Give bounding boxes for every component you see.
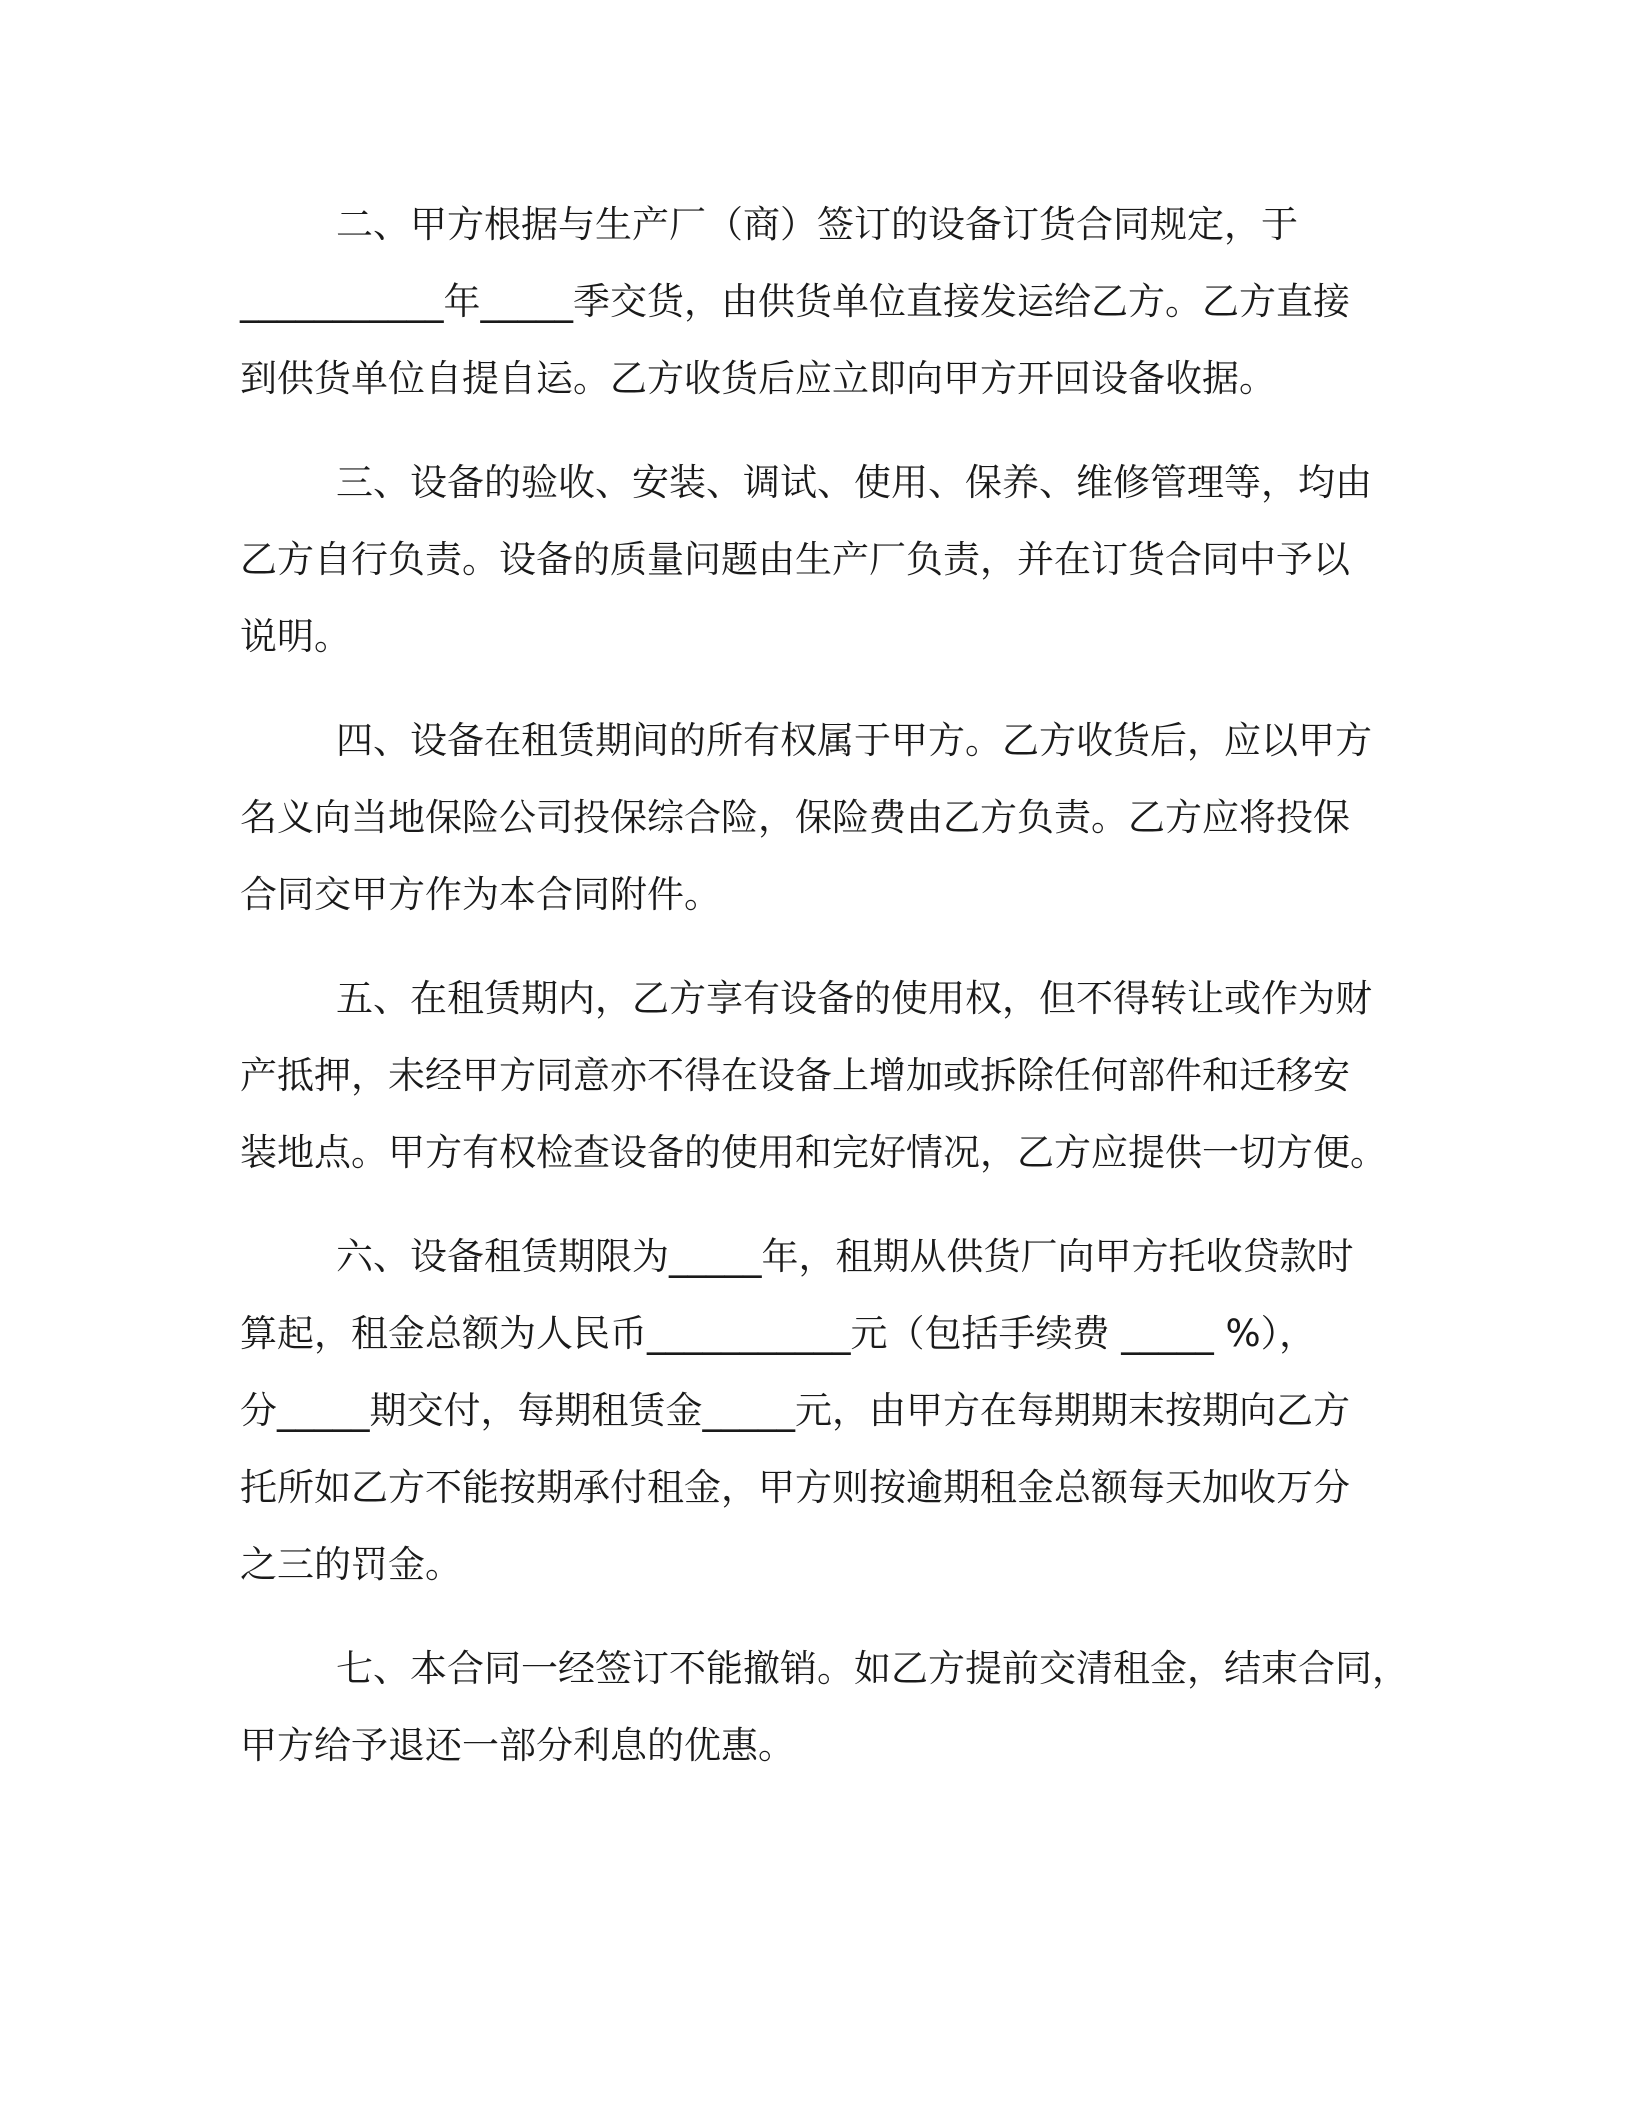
clause-line: 算起，租金总额为人民币___________元（包括手续费 _____ %）， — [240, 1312, 1317, 1355]
clause-line: 二、甲方根据与生产厂（商）签订的设备订货合同规定，于 — [336, 203, 1298, 246]
clause-2 — [240, 186, 1420, 417]
clause-line: 托所如乙方不能按期承付租金，甲方则按逾期租金总额每天加收万分 — [240, 1466, 1350, 1509]
clause-line: 六、设备租赁期限为_____年，租期从供货厂向甲方托收贷款时 — [336, 1235, 1354, 1278]
clause-line: 合同交甲方作为本合同附件。 — [240, 873, 721, 916]
clause-line: 三、设备的验收、安装、调试、使用、保养、维修管理等，均由 — [336, 461, 1372, 504]
clause-line: 五、在租赁期内，乙方享有设备的使用权，但不得转让或作为财 — [336, 977, 1372, 1020]
clause-7 — [240, 1630, 1420, 1784]
clause-line: 分_____期交付，每期租赁金_____元，由甲方在每期期末按期向乙方 — [240, 1389, 1350, 1432]
clause-5 — [240, 960, 1420, 1191]
clause-line: 名义向当地保险公司投保综合险，保险费由乙方负责。乙方应将投保 — [240, 796, 1350, 839]
clause-line: 四、设备在租赁期间的所有权属于甲方。乙方收货后，应以甲方 — [336, 719, 1372, 762]
clause-line: 说明。 — [240, 615, 351, 658]
clause-line: 七、本合同一经签订不能撤销。如乙方提前交清租金，结束合同， — [336, 1647, 1409, 1690]
clause-4 — [240, 702, 1420, 933]
clause-line: 甲方给予退还一部分利息的优惠。 — [240, 1724, 795, 1767]
contract-body — [240, 186, 1420, 1811]
clause-line: 之三的罚金。 — [240, 1543, 462, 1586]
clause-line: 产抵押，未经甲方同意亦不得在设备上增加或拆除任何部件和迁移安 — [240, 1054, 1350, 1097]
clause-3 — [240, 444, 1420, 675]
clause-line: 到供货单位自提自运。乙方收货后应立即向甲方开回设备收据。 — [240, 357, 1276, 400]
clause-line: ___________年_____季交货，由供货单位直接发运给乙方。乙方直接 — [240, 280, 1350, 323]
clause-line: 乙方自行负责。设备的质量问题由生产厂负责，并在订货合同中予以 — [240, 538, 1350, 581]
clause-6 — [240, 1218, 1420, 1603]
clause-line: 装地点。甲方有权检查设备的使用和完好情况，乙方应提供一切方便。 — [240, 1131, 1387, 1174]
